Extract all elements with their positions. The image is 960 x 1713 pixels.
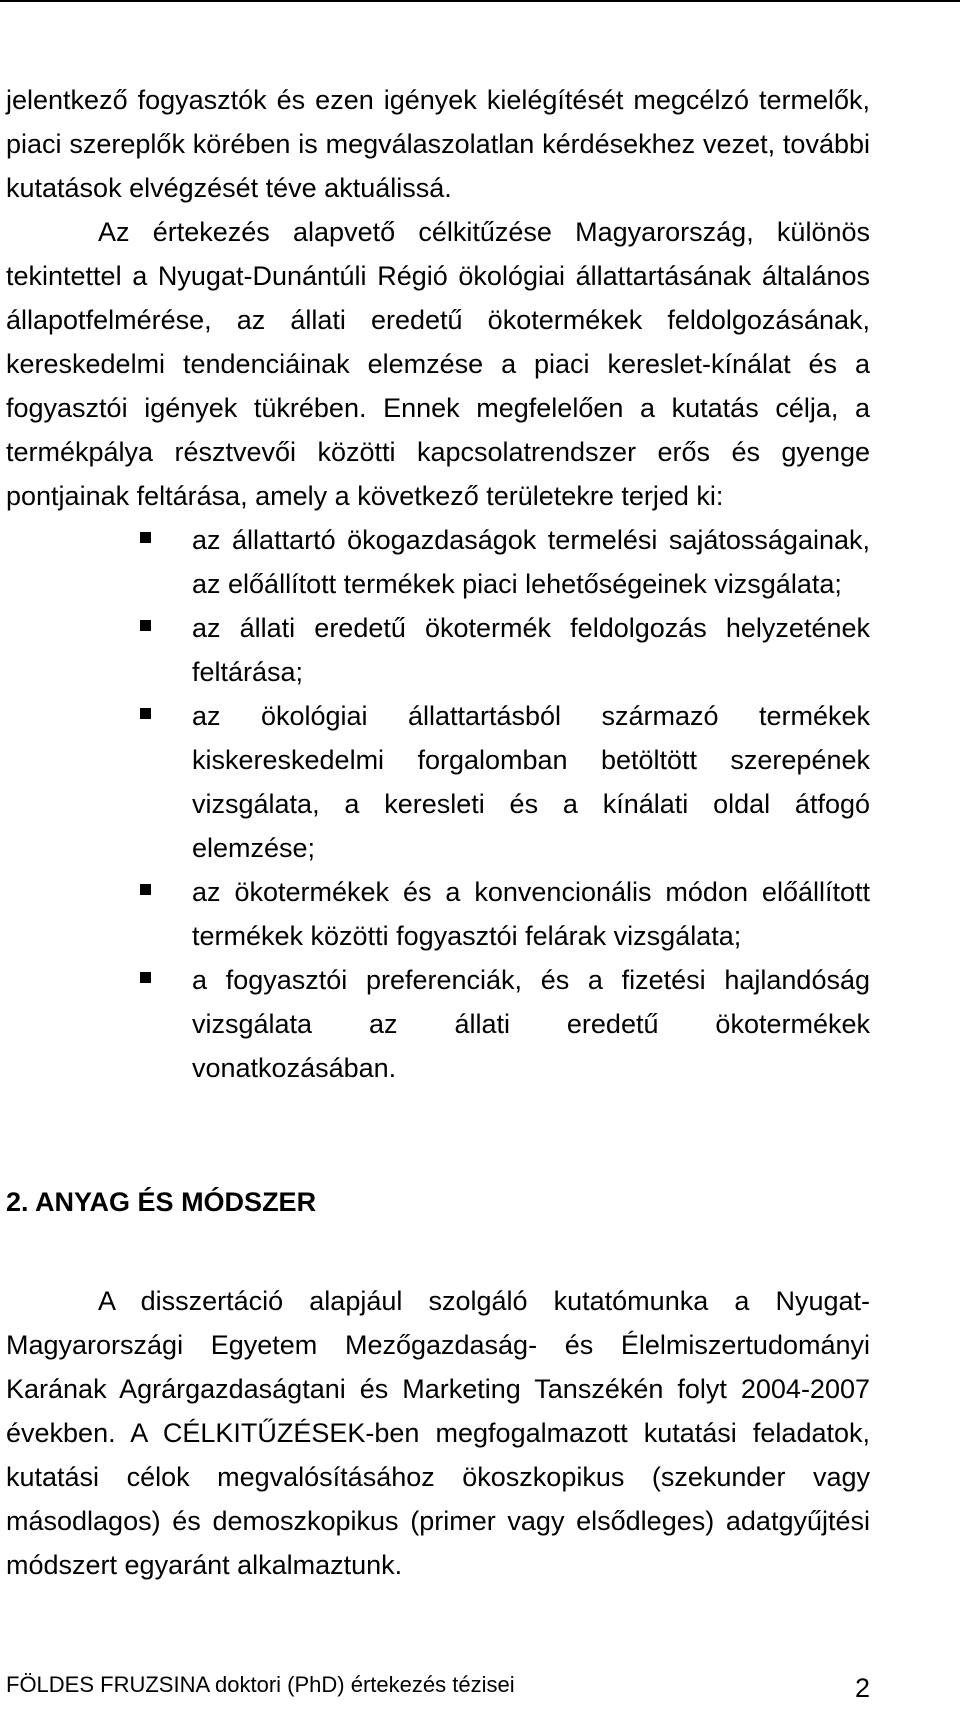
list-item-text: az állattartó ökogazdaságok termelési sajátosságainak, az előállított termékek piaci lehetőségeinek vizsgálata; — [192, 525, 870, 599]
list-item-text: a fogyasztói preferenciák, és a fizetési hajlandóság vizsgálata az állati eredetű ökotermékek vonatkozásában. — [192, 965, 870, 1083]
footer-title: FÖLDES FRUZSINA doktori (PhD) értekezés tézisei — [6, 1672, 515, 1697]
section-heading: 2. ANYAG ÉS MÓDSZER — [6, 1187, 317, 1217]
list-item — [192, 518, 870, 606]
document-body — [6, 78, 870, 1587]
list-item — [192, 606, 870, 694]
square-bullet-icon — [140, 620, 151, 631]
list-item-text: az állati eredetű ökotermék feldolgozás helyzetének feltárása; — [192, 613, 870, 687]
square-bullet-icon — [140, 884, 151, 895]
list-item — [192, 694, 870, 870]
list-item-text: az ökológiai állattartásból származó termékek kiskereskedelmi forgalomban betöltött szerepének vizsgálata, a keresleti és a kínálati oldal átfogó elemzése; — [192, 701, 870, 863]
page-footer — [6, 1662, 870, 1702]
top-rule — [0, 0, 960, 2]
list-item — [192, 870, 870, 958]
list-item — [192, 958, 870, 1090]
square-bullet-icon — [140, 532, 151, 543]
paragraph-methods: A disszertáció alapjául szolgáló kutatómunka a Nyugat-Magyarországi Egyetem Mezőgazdaság- és Élelmiszertudományi Karának Agrárgazdaságtani és Marketing Tanszékén folyt 2004-2007 években. A CÉLKITŰZÉSEK-ben megfogalmazott kutatási feladatok, kutatási célok megvalósításához ökoszkopikus (szekunder vagy másodlagos) és demoszkopikus (primer vagy elsődleges) adatgyűjtési módszert egyaránt alkalmaztunk. — [6, 1286, 870, 1580]
research-areas-list — [6, 518, 870, 1090]
paragraph-objectives: Az értekezés alapvető célkitűzése Magyarország, különös tekintettel a Nyugat-Dunántúli Régió ökológiai állattartásának általános állapotfelmérése, az állati eredetű ökotermékek feldolgozásának, kereskedelmi tendenciáinak elemzése a piaci kereslet-kínálat és a fogyasztói igények tükrében. Ennek megfelelően a kutatás célja, a termékpálya résztvevői közötti kapcsolatrendszer erős és gyenge pontjainak feltárása, amely a következő területekre terjed ki: — [6, 217, 870, 511]
square-bullet-icon — [140, 708, 151, 719]
square-bullet-icon — [140, 972, 151, 983]
list-item-text: az ökotermékek és a konvencionális módon előállított termékek közötti fogyasztói felárak vizsgálata; — [192, 877, 870, 951]
paragraph-intro: jelentkező fogyasztók és ezen igények kielégítését megcélzó termelők, piaci szereplők körében is megválaszolatlan kérdésekhez vezet, további kutatások elvégzését téve aktuálissá. — [6, 85, 870, 203]
page-number: 2 — [854, 1673, 870, 1703]
